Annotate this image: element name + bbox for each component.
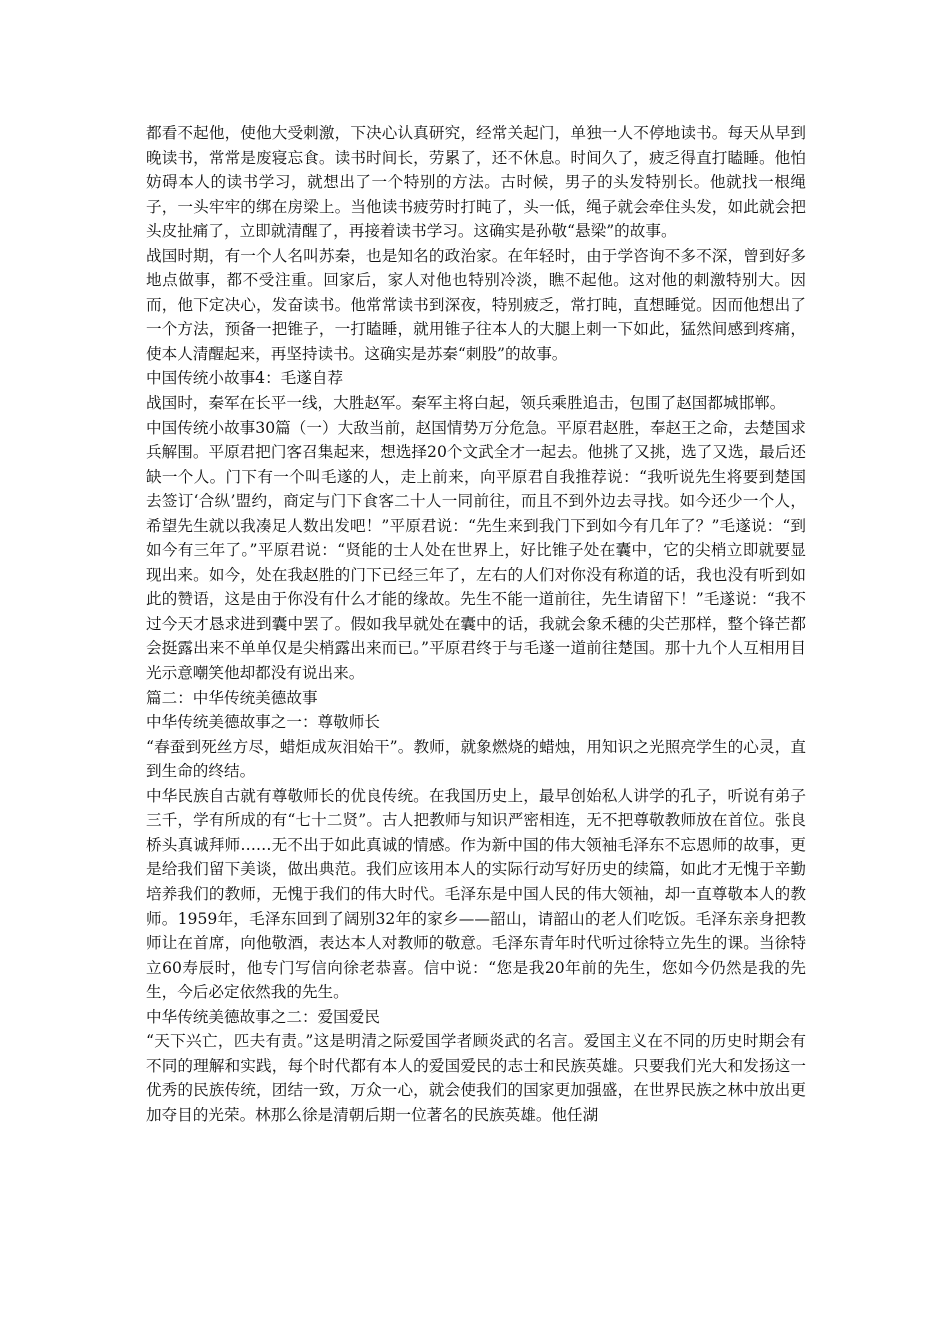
paragraph-changping: 战国时，秦军在长平一线，大胜赵军。秦军主将白起，领兵乘胜追击，包围了赵国都城邯郸。 <box>146 394 786 413</box>
paragraph-sun-jing-story: 都看不起他，使他大受刺激，下决心认真研究，经常关起门，单独一人不停地读书。每天从早到晚读书，常常是废寝忘食。读书时间长，劳累了，还不休息。时间久了，疲乏得直打瞌睡。他怕妨碍本人的读书学习，就想出了一个特别的方法。古时候，男子的头发特别长。他就找一根绳子，一头牢牢的绑在房梁上。当他读书疲劳时打盹了，头一低，绳子就会牵住头发，如此就会把头皮扯痛了，立即就清醒了，再接着读书学习。这确实是孙敬“悬梁”的故事。 <box>146 124 806 241</box>
heading-virtue-1: 中华传统美德故事之一：尊敬师长 <box>146 713 380 732</box>
heading-part-two: 篇二：中华传统美德故事 <box>146 688 318 707</box>
paragraph-su-qin-story: 战国时期，有一个人名叫苏秦，也是知名的政治家。在年轻时，由于学咨询不多不深，曾到好多地点做事，都不受注重。回家后，家人对他也特别冷淡，瞧不起他。这对他的刺激特别大。因而，他下定决心，发奋读书。他常常读书到深夜，特别疲乏，常打盹，直想睡觉。因而他想出了一个方法，预备一把锥子，一打瞌睡，就用锥子往本人的大腿上刺一下如此，猛然间感到疼痛，使本人清醒起来，再坚持读书。这确实是苏秦“刺股”的故事。 <box>146 246 806 363</box>
paragraph-teacher-quote: “春蚕到死丝方尽，蜡炬成灰泪始干”。教师，就象燃烧的蜡烛，用知识之光照亮学生的心灵，直到生命的终结。 <box>146 737 806 781</box>
paragraph-respect-teachers: 中华民族自古就有尊敬师长的优良传统。在我国历史上，最早创始私人讲学的孔子，听说有弟子三千，学有所成的有“七十二贤”。古人把教师与知识严密相连，无不把尊敬教师放在首位。张良桥头真诚拜师……无不出于如此真诚的情感。作为新中国的伟大领袖毛泽东不忘恩师的故事，更是给我们留下美谈，做出典范。我们应该用本人的实际行动写好历史的续篇，如此才无愧于辛勤培养我们的教师，无愧于我们的伟大时代。毛泽东是中国人民的伟大领袖，却一直尊敬本人的教师。1959年，毛泽东回到了阔别32年的家乡——韶山，请韶山的老人们吃饭。毛泽东亲身把教师让在首席，向他敬酒，表达本人对教师的敬意。毛泽东青年时代听过徐特立先生的课。当徐特立60寿辰时，他专门写信向徐老恭喜。信中说：“您是我20年前的先生，您如今仍然是我的先生，今后必定依然我的先生。 <box>146 786 806 1002</box>
document-body <box>146 121 806 1127</box>
paragraph-patriotism: “天下兴亡，匹夫有责。”这是明清之际爱国学者顾炎武的名言。爱国主义在不同的历史时期会有不同的理解和实践，每个时代都有本人的爱国爱民的志士和民族英雄。只要我们光大和发扬这一优秀的民族传统，团结一致，万众一心，就会使我们的国家更加强盛，在世界民族之林中放出更加夺目的光荣。林那么徐是清朝后期一位著名的民族英雄。他任湖 <box>146 1032 806 1124</box>
heading-story-4: 中国传统小故事4：毛遂自荐 <box>146 369 344 388</box>
heading-virtue-2: 中华传统美德故事之二：爱国爱民 <box>146 1007 380 1026</box>
paragraph-mao-sui-story: 中国传统小故事30篇（一）大敌当前，赵国情势万分危急。平原君赵胜，奉赵王之命，去楚国求兵解围。平原君把门客召集起来，想选择20个文武全才一起去。他挑了又挑，选了又选，最后还缺一个人。门下有一个叫毛遂的人，走上前来，向平原君自我推荐说：“我听说先生将要到楚国去签订‘合纵’盟约，商定与门下食客二十人一同前往，而且不到外边去寻找。如今还少一个人，希望先生就以我凑足人数出发吧！”平原君说：“先生来到我门下到如今有几年了？”毛遂说：“到如今有三年了。”平原君说：“贤能的士人处在世界上，好比锥子处在囊中，它的尖梢立即就要显现出来。如今，处在我赵胜的门下已经三年了，左右的人们对你没有称道的话，我也没有听到如此的赞语，这是由于你没有什么才能的缘故。先生不能一道前往，先生请留下！”毛遂说：“我不过今天才恳求进到囊中罢了。假如我早就处在囊中的话，我就会象禾穗的尖芒那样，整个锋芒都会挺露出来不单单仅是尖梢露出来而已。”平原君终于与毛遂一道前往楚国。那十九个人互相用目光示意嘲笑他却都没有说出来。 <box>146 418 806 683</box>
